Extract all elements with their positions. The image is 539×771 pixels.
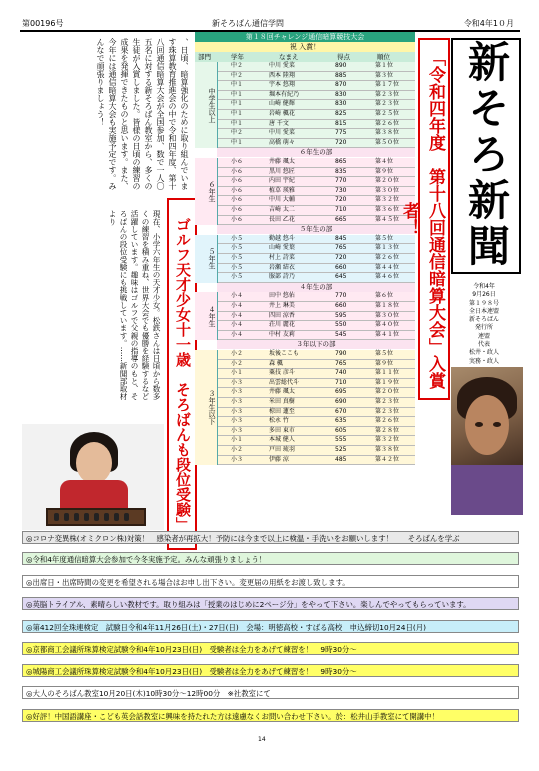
name-cell: 堀本有紀乃 xyxy=(269,90,300,98)
table-row xyxy=(217,388,415,398)
name-cell: 中川 愛菜 xyxy=(269,129,295,137)
name-cell: 高橋 萌々 xyxy=(269,138,295,146)
rank-cell: 第３８位 xyxy=(375,129,400,137)
notice-bar: ◎令和4年度通信暗算大会参加で今冬実施予定。みんな頑張りましょう！ xyxy=(22,552,519,565)
name-cell: 山崎 愛葉 xyxy=(269,244,295,252)
table-row xyxy=(217,417,415,427)
notice-bar: ◎城陽商工会議所珠算検定試験令和4年10月23日(日) 受験者は全力をあげて練習を！ 9時30分～ xyxy=(22,664,519,677)
grade-cell: 小６ xyxy=(231,158,244,165)
rank-cell: 第１９位 xyxy=(375,378,400,386)
rank-cell: 第４位 xyxy=(375,158,394,165)
info-line: 令和4年 xyxy=(473,283,495,290)
rank-cell: 第２３位 xyxy=(375,407,400,415)
table-row xyxy=(217,129,415,139)
notice-bar: ◎第412回全珠連検定 試験日令和4年11月26日(土)・27日(日) 会場：明徳高校・すばる高校 申込締切10月24日(月) xyxy=(22,620,519,633)
score-cell: 720 xyxy=(335,196,347,204)
name-cell: 森 楓 xyxy=(269,359,283,367)
score-cell: 765 xyxy=(335,359,347,367)
name-cell: 中村 友莉 xyxy=(269,330,295,338)
col-name: なまえ xyxy=(279,53,299,61)
notice-bar: ◎コロナ変異株(オミクロン株)対策！ 感染者が再拡大！予防には今まで以上に検温・手洗いをお願いします！ そろばんを学ぶ xyxy=(22,531,519,544)
rank-cell: 第２３位 xyxy=(375,398,400,405)
grade-cell: 中１ xyxy=(231,119,244,127)
rank-cell: 第２８位 xyxy=(375,426,400,434)
name-cell: 植草 瑛雅 xyxy=(269,186,295,194)
contest-headline: 「令和四年度 第十八回通信暗算大会」入賞者！ xyxy=(418,38,450,400)
table-row xyxy=(217,187,415,197)
score-cell: 775 xyxy=(335,129,347,137)
table-row xyxy=(217,244,415,254)
name-cell: 村上 詩菜 xyxy=(269,254,295,261)
score-cell: 710 xyxy=(335,378,347,386)
grade-cell: 小６ xyxy=(231,206,244,213)
score-cell: 525 xyxy=(335,446,347,453)
notice-bar: ◎好評！中国語講座・こども英会話教室に興味を持たれた方は遠慮なくお問い合わせ下さい。於：松井山手教室にて開講中！ xyxy=(22,709,519,722)
grade-cell: 中１ xyxy=(231,90,244,98)
rank-cell: 第２０位 xyxy=(375,388,400,396)
score-cell: 890 xyxy=(335,62,347,69)
grade-cell: 小６ xyxy=(231,177,244,185)
results-table xyxy=(195,32,415,526)
score-cell: 670 xyxy=(335,407,347,415)
table-row xyxy=(217,110,415,120)
section-label: ５年生の部 xyxy=(217,225,415,234)
table-row xyxy=(217,206,415,216)
issue-number: 第00196号 xyxy=(22,19,64,28)
table-row xyxy=(217,436,415,446)
score-cell: 830 xyxy=(335,100,347,108)
name-cell: 勤越 悠斗 xyxy=(269,234,295,242)
name-cell: 山崎 健輝 xyxy=(269,100,295,108)
rank-cell: 第３０位 xyxy=(375,186,400,194)
table-row xyxy=(217,139,415,149)
girl-abacus-photo xyxy=(22,424,164,530)
grade-cell: 小６ xyxy=(231,186,244,194)
grade-cell: 小２ xyxy=(231,350,244,357)
name-cell: 宇本 悠翔 xyxy=(269,81,295,89)
table-row xyxy=(217,72,415,82)
division-label: ３年生以下 xyxy=(195,350,218,465)
division-label: ６年生 xyxy=(195,158,218,225)
grade-cell: 小３ xyxy=(231,398,244,405)
info-line: 連盟 xyxy=(477,332,490,340)
section-label: ６年生の部 xyxy=(217,148,415,157)
table-header xyxy=(195,52,415,62)
table-row xyxy=(217,360,415,370)
notice-bar: ◎出席日・出席時間の変更を希望される場合はお申し出下さい。変更届の用紙をお渡し致します。 xyxy=(22,575,519,588)
score-cell: 885 xyxy=(335,71,347,79)
newspaper-title-box xyxy=(451,38,521,274)
division-label: 中学生以上 xyxy=(195,62,218,148)
rank-cell: 第４６位 xyxy=(375,273,400,281)
rank-cell: 第９位 xyxy=(375,167,394,175)
score-cell: 865 xyxy=(335,158,347,165)
rank-cell: 第４０位 xyxy=(375,321,400,329)
score-cell: 660 xyxy=(335,263,347,271)
table-title: 第１８回チャレンジ通信暗算競技大会 xyxy=(195,32,415,42)
table-row xyxy=(217,81,415,91)
rank-cell: 第２３位 xyxy=(375,90,400,98)
table-row xyxy=(217,331,415,341)
rank-cell: 第１３位 xyxy=(375,244,400,252)
section-label: ４年生の部 xyxy=(217,283,415,292)
rank-cell: 第４１位 xyxy=(375,330,400,338)
score-cell: 665 xyxy=(335,215,347,223)
rank-cell: 第２５位 xyxy=(375,110,400,117)
score-cell: 770 xyxy=(335,292,347,300)
grade-cell: 小１ xyxy=(231,436,244,444)
rank-cell: 第２０位 xyxy=(375,177,400,185)
col-grade: 学年 xyxy=(231,53,244,61)
name-cell: 井上 琳美 xyxy=(269,302,295,309)
grade-cell: 中２ xyxy=(231,62,244,69)
grade-cell: 小４ xyxy=(231,330,244,338)
grade-cell: 小５ xyxy=(231,273,244,281)
table-row xyxy=(217,216,415,226)
grade-cell: 中１ xyxy=(231,138,244,146)
score-cell: 660 xyxy=(335,302,347,309)
grade-cell: 小５ xyxy=(231,244,244,252)
rank-cell: 第４４位 xyxy=(375,263,400,271)
rank-cell: 第２６位 xyxy=(375,254,400,261)
score-cell: 730 xyxy=(335,186,347,194)
rank-cell: 第１７位 xyxy=(375,81,400,89)
rank-cell: 第５位 xyxy=(375,234,394,242)
table-row xyxy=(217,158,415,168)
table-row xyxy=(217,350,415,360)
table-row xyxy=(217,379,415,389)
name-cell: 中川 大輔 xyxy=(269,196,295,204)
grade-cell: 中１ xyxy=(231,81,244,89)
grade-cell: 小１ xyxy=(231,369,244,377)
grade-cell: 小３ xyxy=(231,426,244,434)
table-row xyxy=(217,168,415,178)
grade-cell: 小３ xyxy=(231,407,244,415)
table-row xyxy=(217,302,415,312)
score-cell: 835 xyxy=(335,167,347,175)
table-row xyxy=(217,369,415,379)
grade-cell: 小６ xyxy=(231,196,244,204)
article-intro: 、日頃、暗算強化のために取り組んでいます珠算教育推進会の中で令和四年度、第十八回通信暗算大会が全国参加、数で一人〇五名に対する新そろばん教室から、多くの生徒が入賞しました。皆様の日頃の練習の成果を発揮できたものと思います。また、今年には通信暗算大会も実施予定です。みんなで頑張りましょう！ xyxy=(96,38,189,190)
score-cell: 690 xyxy=(335,398,347,405)
table-subtitle: 祝 入賞！ xyxy=(195,42,415,52)
name-cell: 長田 乙花 xyxy=(269,215,295,223)
rank-cell: 第３２位 xyxy=(375,436,400,444)
name-cell: 戸田 琉羽 xyxy=(269,446,295,453)
grade-cell: 小３ xyxy=(231,378,244,386)
name-cell: 荘川 麗花 xyxy=(269,321,295,329)
rank-cell: 第３２位 xyxy=(375,196,400,204)
name-cell: 椋田 蓮至 xyxy=(269,407,295,415)
rank-cell: 第４２位 xyxy=(375,455,400,463)
info-line: 新そろばん xyxy=(468,316,499,324)
table-row xyxy=(217,321,415,331)
score-cell: 830 xyxy=(335,90,347,98)
name-cell: 本城 健人 xyxy=(269,436,295,444)
page-number: 14 xyxy=(258,736,266,743)
notice-bar: ◎大人のそろばん教室10月20日(木)10時30分～12時00分 ※社教室にて xyxy=(22,686,519,699)
table-row xyxy=(217,408,415,418)
name-cell: 吉崎 太二 xyxy=(269,206,295,213)
grade-cell: 小３ xyxy=(231,388,244,396)
table-row xyxy=(217,264,415,274)
table-row xyxy=(217,427,415,437)
grade-cell: 小４ xyxy=(231,321,244,329)
table-row xyxy=(217,273,415,283)
grade-cell: 小５ xyxy=(231,263,244,271)
col-score: 得点 xyxy=(337,53,350,61)
score-cell: 635 xyxy=(335,417,347,425)
table-row xyxy=(217,91,415,101)
page-header xyxy=(22,18,518,30)
rank-cell: 第１８位 xyxy=(375,302,400,309)
grade-cell: 小５ xyxy=(231,254,244,261)
rank-cell: 第３８位 xyxy=(375,446,400,453)
grade-cell: 中２ xyxy=(231,71,244,79)
score-cell: 550 xyxy=(335,321,347,329)
score-cell: 825 xyxy=(335,110,347,117)
rank-cell: 第３位 xyxy=(375,71,394,79)
grade-cell: 小３ xyxy=(231,455,244,463)
score-cell: 605 xyxy=(335,426,347,434)
name-cell: 出雲総代斗 xyxy=(269,378,300,386)
grade-cell: 小３ xyxy=(231,417,244,425)
info-line: 実務・政人 xyxy=(468,357,499,365)
score-cell: 555 xyxy=(335,436,347,444)
table-row xyxy=(217,62,415,72)
rank-cell: 第９位 xyxy=(375,359,394,367)
rank-cell: 第２６位 xyxy=(375,119,400,127)
name-cell: 米田 真樹 xyxy=(269,398,295,405)
name-cell: 田中 悠佑 xyxy=(269,292,295,300)
rank-cell: 第４５位 xyxy=(375,215,400,223)
table-row xyxy=(217,120,415,130)
rank-cell: 第６位 xyxy=(375,292,394,300)
name-cell: 服部 詩乃 xyxy=(269,273,295,281)
publication-info xyxy=(452,283,516,366)
score-cell: 720 xyxy=(335,254,347,261)
table-row xyxy=(217,254,415,264)
division-label: ４年生 xyxy=(195,292,218,340)
score-cell: 815 xyxy=(335,119,347,127)
table-row xyxy=(217,312,415,322)
table-row xyxy=(217,235,415,245)
article-golf: 現在、小学六年生の天才少女。松鉄さんは日頃から数多くの練習を積み重ね、世界大会でも優勝を経験するなど活躍しています。趣味はゴルフで父親の指導のもと、そろばんの段位受験にも挑戦しています。……新聞部取材より xyxy=(108,210,161,400)
score-cell: 645 xyxy=(335,273,347,281)
score-cell: 845 xyxy=(335,234,347,242)
grade-cell: 中１ xyxy=(231,100,244,108)
score-cell: 545 xyxy=(335,330,347,338)
grade-cell: 中１ xyxy=(231,110,244,117)
table-row xyxy=(217,196,415,206)
score-cell: 595 xyxy=(335,311,347,319)
name-cell: 岩崎 楓花 xyxy=(269,110,295,117)
notice-bar: ◎英脳トライアル、素晴らしい教材です。取り組みは「授業のはじめに2ページ分」をやって下さい。楽しんでやってもらっています。 xyxy=(22,597,519,610)
info-line: 松井・政人 xyxy=(468,349,499,357)
name-cell: 内田 宇紀 xyxy=(269,177,295,185)
grade-cell: 小２ xyxy=(231,446,244,453)
score-cell: 740 xyxy=(335,369,347,377)
grade-cell: 小６ xyxy=(231,215,244,223)
table-row xyxy=(217,398,415,408)
name-cell: 唐 千文 xyxy=(269,119,289,127)
name-cell: 黒川 悠匠 xyxy=(269,167,295,175)
score-cell: 695 xyxy=(335,388,347,396)
masthead: 新そろばん通信学問 xyxy=(212,19,284,28)
section-label: ３年以下の部 xyxy=(217,340,415,349)
name-cell: 四田 涼香 xyxy=(269,311,295,319)
name-cell: 坂後ここも xyxy=(269,350,300,357)
name-cell: 多田 東市 xyxy=(269,426,295,434)
info-line: 代表 xyxy=(477,341,490,349)
name-cell: 井藤 颯太 xyxy=(269,388,295,396)
score-cell: 485 xyxy=(335,455,347,463)
score-cell: 710 xyxy=(335,206,347,213)
table-row xyxy=(217,177,415,187)
grade-cell: 小２ xyxy=(231,359,244,367)
table-row xyxy=(217,100,415,110)
rank-cell: 第２６位 xyxy=(375,417,400,425)
rank-cell: 第５位 xyxy=(375,350,394,357)
rank-cell: 第３６位 xyxy=(375,206,400,213)
score-cell: 870 xyxy=(335,81,347,89)
info-line: 第１９８号 xyxy=(468,299,499,307)
col-division: 部門 xyxy=(198,53,211,61)
info-line: 9月26日 xyxy=(472,291,496,299)
rank-cell: 第２３位 xyxy=(375,100,400,108)
grade-cell: 小４ xyxy=(231,292,244,300)
info-line: 全日本連盟 xyxy=(468,307,499,315)
grade-cell: 小６ xyxy=(231,167,244,175)
rank-cell: 第３０位 xyxy=(375,311,400,319)
name-cell: 岩瀬 結衣 xyxy=(269,263,295,271)
grade-cell: 小４ xyxy=(231,311,244,319)
table-row xyxy=(217,456,415,466)
grade-cell: 中２ xyxy=(231,129,244,137)
rank-cell: 第１１位 xyxy=(375,369,400,377)
score-cell: 720 xyxy=(335,138,347,146)
name-cell: 伊藤 涼 xyxy=(269,455,289,463)
notice-bar: ◎京都商工会議所珠算検定試験令和4年10月23日(日) 受験者は全力をあげて練習を！ 9時30分～ xyxy=(22,642,519,655)
name-cell: 粟技 彦斗 xyxy=(269,369,295,377)
name-cell: 井藤 颯太 xyxy=(269,158,295,165)
info-line: 発行所 xyxy=(474,324,493,332)
name-cell: 中川 愛菜 xyxy=(269,62,295,69)
score-cell: 765 xyxy=(335,244,347,252)
division-label: ５年生 xyxy=(195,235,218,283)
grade-cell: 小５ xyxy=(231,234,244,242)
golf-headline: ゴルフ天才少女十一歳 そろばんも段位受験」 xyxy=(167,198,197,550)
table-row xyxy=(217,292,415,302)
girl-portrait-photo xyxy=(451,367,523,515)
col-rank: 順位 xyxy=(377,53,390,61)
score-cell: 790 xyxy=(335,350,347,357)
newspaper-name: 新そろ新聞 xyxy=(462,40,511,270)
score-cell: 770 xyxy=(335,177,347,185)
rank-cell: 第１位 xyxy=(375,62,394,69)
name-cell: 西本 陸翔 xyxy=(269,71,295,79)
table-row xyxy=(217,446,415,456)
grade-cell: 小４ xyxy=(231,302,244,309)
rank-cell: 第５０位 xyxy=(375,138,400,146)
issue-date: 令和4年1０月 xyxy=(463,19,514,28)
name-cell: 松永 竹 xyxy=(269,417,289,425)
